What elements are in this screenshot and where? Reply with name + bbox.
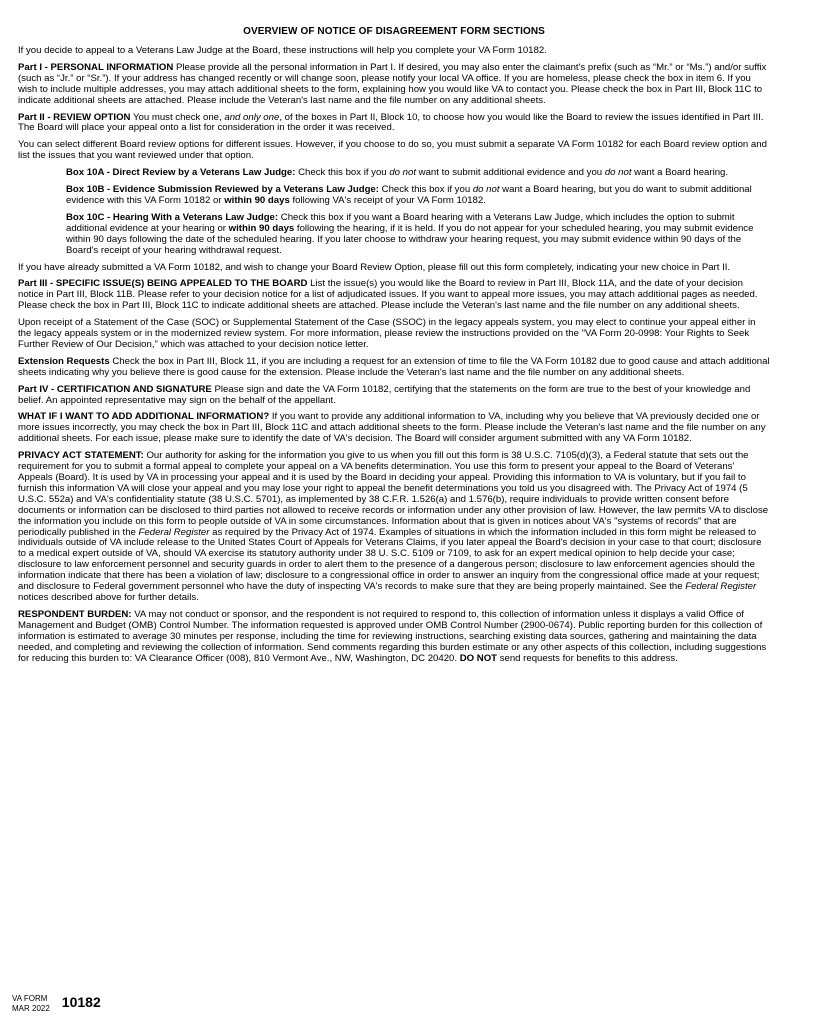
part4-section: Part IV - CERTIFICATION AND SIGNATURE Please sign and date the VA Form 10182, certifying that the statements on the form are true to the best of your knowledge and belief. An appointed representative may sign on the behalf of the appellant. <box>18 383 751 406</box>
form-date: MAR 2022 <box>12 1003 50 1013</box>
burden-heading: RESPONDENT BURDEN: <box>18 608 132 620</box>
part2-heading: Part II - REVIEW OPTION <box>18 111 131 123</box>
privacy-heading: PRIVACY ACT STATEMENT: <box>18 450 144 462</box>
box10a-heading: Box 10A - Direct Review by a Veterans Law Judge: <box>66 167 296 179</box>
part1-section <box>18 63 770 107</box>
form-footer <box>12 994 101 1013</box>
form-number: 10182 <box>61 994 101 1010</box>
document-page <box>18 26 770 670</box>
part3-heading: Part III - SPECIFIC ISSUE(S) BEING APPEALED TO THE BOARD <box>18 278 308 290</box>
soc-paragraph: Upon receipt of a Statement of the Case (SOC) or Supplemental Statement of the Case (SSOC) in the legacy appeals system, you may elect to continue your appeal either in the legacy appeals system or in the modernized review system. For more information, please review the instructions provided on the "VA Form 20-0998: Your Rights to Seek Further Review of Our Decision," which was attached to your decision notice letter. <box>18 317 756 350</box>
box10b-section: Box 10B - Evidence Submission Reviewed by a Veterans Law Judge: Check this box if you do not want a Board hearing, but you do want to submit additional evidence with this VA Form 10182 or within 90 days following VA's receipt of your VA Form 10182. <box>66 184 752 206</box>
box10a-section: Box 10A - Direct Review by a Veterans Law Judge: Check this box if you do not want to submit additional evidence and you do not want a Board hearing. <box>66 167 729 179</box>
part1-heading: Part I - PERSONAL INFORMATION <box>18 61 174 73</box>
additional-info-heading: WHAT IF I WANT TO ADD ADDITIONAL INFORMATION? <box>18 411 270 423</box>
box10c-heading: Box 10C - Hearing With a Veterans Law Judge: <box>66 211 279 223</box>
different-options-paragraph: You can select different Board review options for different issues. However, if you choose to do so, you must submit a separate VA Form 10182 for each Board review option and list the issues that you want reviewed under that option. <box>18 139 767 162</box>
extension-heading: Extension Requests <box>18 355 110 367</box>
form-label <box>12 994 50 1013</box>
page-title: OVERVIEW OF NOTICE OF DISAGREEMENT FORM SECTIONS <box>243 26 545 37</box>
burden-section: RESPONDENT BURDEN: VA may not conduct or sponsor, and the respondent is not required to respond to, this collection of information unless it displays a valid Office of Management and Budget (OMB) Control Number. The information requested is approved under OMB Control Number (2900-0674). Public reporting burden for this collection of information is estimated to average 30 minutes per response, including the time for reviewing instructions, searching existing data sources, gathering and maintaining the data needed, and completing and reviewing the collection of information. Send comments regarding this burden estimate or any other aspects of this collection, including suggestions for reducing this burden to: VA Clearance Officer (008), 810 Vermont Ave., NW, Washington, DC 20420. DO NOT send requests for benefits to this address. <box>18 608 767 664</box>
box10c-section: Box 10C - Hearing With a Veterans Law Judge: Check this box if you want a Board hearing with a Veterans Law Judge, which includes the option to submit additional evidence at your hearing or within 90 days following the hearing, if it is held. If you do not appear for your scheduled hearing, you may submit evidence within 90 days following the date of the scheduled hearing. If you later choose to withdraw your hearing request, you may submit evidence within 90 days of the Board's receipt of your hearing withdrawal request. <box>66 211 754 256</box>
part1-text: Please provide all the personal information in Part I. If desired, you may also enter the claimant's prefix (such as “Mr.” or “Ms.”) and/or suffix (such as “Jr.” or “Sr.”). If your address has changed recently or will change soon, please notify your local VA office. If you are homeless, please check the box in item 6. If you wish to include multiple addresses, you may attach additional sheets to the form, explaining how you would like VA to contact you. Please check the box in Part III, Block 11C to indicate additional sheets are attached. Please include the Veteran's last name and the file number on any additional sheets. <box>18 61 767 106</box>
box10b-heading: Box 10B - Evidence Submission Reviewed by a Veterans Law Judge: <box>66 184 379 196</box>
additional-info-section: WHAT IF I WANT TO ADD ADDITIONAL INFORMATION? If you want to provide any additional information to VA, including why you believe that VA previously decided one or more issues incorrectly, you may check the box in Part III, Block 11C and attach additional sheets to the form. Please include the Veteran's last name and the file number on any additional sheets. For each issue, please make sure to identify the date of VA's decision. The Board will consider argument submitted with any VA Form 10182. <box>18 411 766 445</box>
part3-section: Part III - SPECIFIC ISSUE(S) BEING APPEALED TO THE BOARD List the issue(s) you would like the Board to review in Part III, Block 11A, and the date of your decision notice in Part III, Block 11B. Please refer to your decision notice for a list of adjudicated issues. If you want to appeal more issues, you may attach additional pages as needed. Please check the box in Part III, Block 11C to indicate additional sheets are attached. Please include the Veteran's last name and the file number on any additional sheets. <box>18 278 758 312</box>
part4-heading: Part IV - CERTIFICATION AND SIGNATURE <box>18 383 212 395</box>
privacy-section: PRIVACY ACT STATEMENT: Our authority for asking for the information you give to us when you fill out this form is 38 U.S.C. 7105(d)(3), a Federal statute that sets out the requirement for you to submit a formal appeal to complete your appeal on a VA benefits determination. You use this form to present your appeal to the Board of Veterans' Appeals (Board). It is used by VA in processing your appeal and it is used by the Board in deciding your appeal. Providing this information to VA is voluntary, but if you fail to furnish this information VA will close your appeal and you may lose your right to appeal the benefit determinations you told us you disagreed with. The Privacy Act of 1974 (5 U.S.C. 552a) and VA's confidentiality statute (38 U.S.C. 5701), as implemented by 38 C.F.R. 1.526(a) and 1.576(b), require individuals to provide written consent before documents or information can be disclosed to third parties not allowed to receive records or information under any other provision of law. However, the law permits VA to disclose the information you include on this form to people outside of VA in some circumstances. Information about that is given in notices about VA's "systems of records" that are periodically published in the Federal Register as required by the Privacy Act of 1974. Examples of situations in which the information included in this form might be released to individuals outside of VA include release to the United States Court of Appeals for Veterans Claims, if you later appeal the Board's decision in your case to that court; disclosure to a medical expert outside of VA, should VA exercise its statutory authority under 38 U. S.C. 5109 or 7109, to ask for an expert medical opinion to help decide your case; disclosure to law enforcement personnel and security guards in order to alert them to the presence of a dangerous person; disclosure to law enforcement agencies should the information indicate that there has been a violation of law; disclosure to a congressional office in order to answer an inquiry from the congressional office made at your request; and disclosure to Federal government personnel who have the duty of inspecting VA's records to make sure that they are being properly maintained. See the Federal Register notices described above for further details. <box>18 450 769 603</box>
already-submitted-paragraph: If you have already submitted a VA Form 10182, and wish to change your Board Review Option, please fill out this form completely, indicating your new choice in Part II. <box>18 261 731 273</box>
extension-section: Extension Requests Check the box in Part III, Block 11, if you are including a request for an extension of time to file the VA Form 10182 due to good cause and attach additional sheets indicating why you believe there is good cause for the extension. Please include the Veteran's last name and the file number on any additional sheets. <box>18 355 770 378</box>
part2-section: Part II - REVIEW OPTION You must check one, and only one, of the boxes in Part II, Block 10, to choose how you would like the Board to review the issues identified in Part III. The Board will place your appeal onto a list for consideration in the order it was received. <box>18 111 764 134</box>
intro-paragraph: If you decide to appeal to a Veterans Law Judge at the Board, these instructions will help you complete your VA Form 10182. <box>18 45 547 56</box>
form-label-line1: VA FORM <box>12 994 48 1003</box>
